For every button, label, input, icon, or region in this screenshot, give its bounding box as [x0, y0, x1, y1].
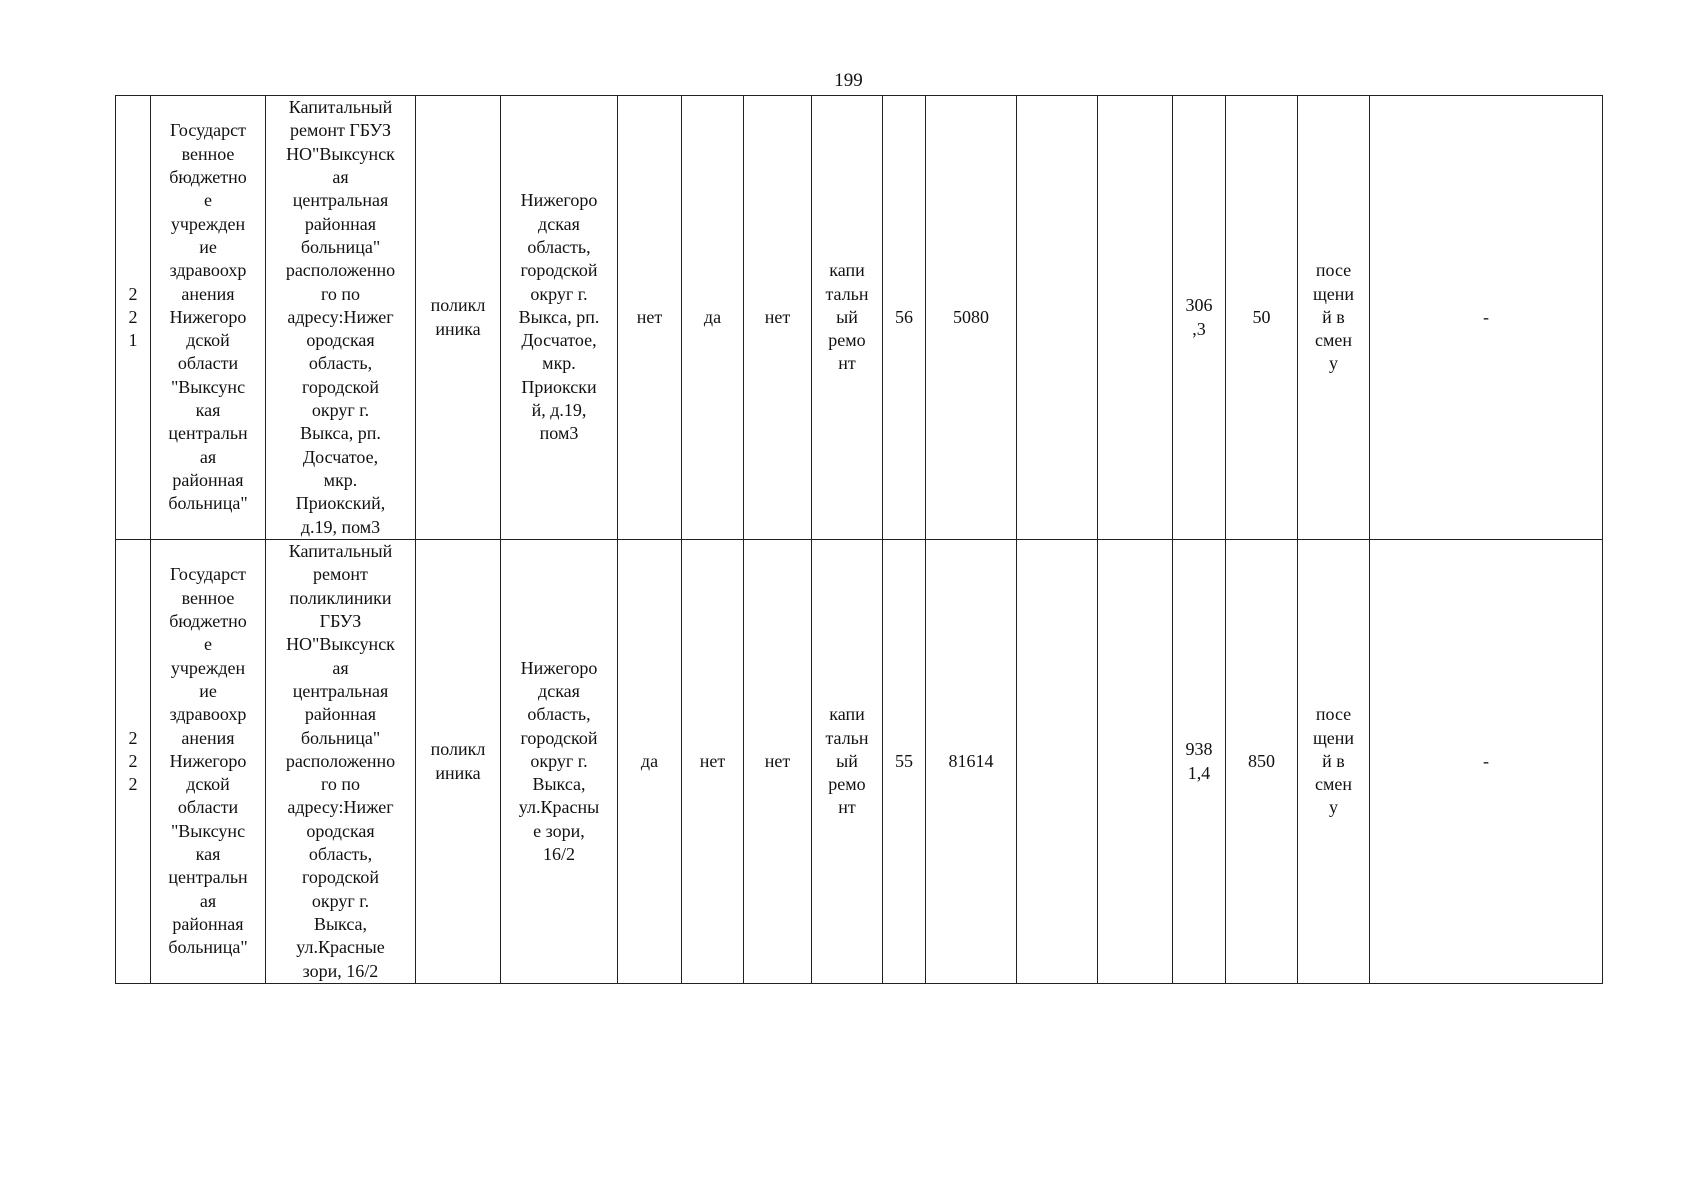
row-number: 2 2 2 — [116, 540, 151, 984]
value-4-cell — [1098, 96, 1173, 540]
object-name-cell: Капитальный ремонт ГБУЗ НО"Выксунск ая центральная районная больница" расположенно го по адресу:Нижег ородская область, городской округ г. Выкса, рп. Досчатое, мкр. Приокский, д.19, пом3 — [266, 96, 416, 540]
page-number: 199 — [834, 70, 863, 91]
table-row — [116, 96, 1603, 540]
value-2-cell: 81614 — [926, 540, 1017, 984]
object-name-cell: Капитальный ремонт поликлиники ГБУЗ НО"Выксунск ая центральная районная больница" расположенно го по адресу:Нижег ородская область, городской округ г. Выкса, ул.Красные зори, 16/2 — [266, 540, 416, 984]
value-4-cell — [1098, 540, 1173, 984]
organization-cell: Государст венное бюджетно е учрежден ие здравоохр анения Нижегоро дской области "Выксунс кая центральн ая районная больница" — [151, 540, 266, 984]
capacity-cell: 50 — [1226, 96, 1298, 540]
projects-table — [115, 95, 1603, 984]
flag-1-cell: нет — [618, 96, 682, 540]
flag-2-cell: нет — [682, 540, 744, 984]
table-row — [116, 540, 1603, 984]
work-type-cell: капи тальн ый ремо нт — [812, 540, 883, 984]
flag-2-cell: да — [682, 96, 744, 540]
capacity-unit-cell: посе щени й в смен у — [1298, 96, 1370, 540]
note-cell: - — [1370, 540, 1603, 984]
row-number: 2 2 1 — [116, 96, 151, 540]
address-cell: Нижегоро дская область, городской округ г. Выкса, рп. Досчатое, мкр. Приокски й, д.19, пом3 — [501, 96, 618, 540]
value-1-cell: 55 — [883, 540, 926, 984]
value-3-cell — [1017, 540, 1098, 984]
work-type-cell: капи тальн ый ремо нт — [812, 96, 883, 540]
value-5-cell: 306 ,3 — [1173, 96, 1226, 540]
note-cell: - — [1370, 96, 1603, 540]
capacity-unit-cell: посе щени й в смен у — [1298, 540, 1370, 984]
facility-type-cell: поликл иника — [416, 540, 501, 984]
value-5-cell: 938 1,4 — [1173, 540, 1226, 984]
address-cell: Нижегоро дская область, городской округ г. Выкса, ул.Красны е зори, 16/2 — [501, 540, 618, 984]
value-3-cell — [1017, 96, 1098, 540]
flag-3-cell: нет — [744, 540, 812, 984]
flag-3-cell: нет — [744, 96, 812, 540]
capacity-cell: 850 — [1226, 540, 1298, 984]
flag-1-cell: да — [618, 540, 682, 984]
value-1-cell: 56 — [883, 96, 926, 540]
facility-type-cell: поликл иника — [416, 96, 501, 540]
organization-cell: Государст венное бюджетно е учрежден ие здравоохр анения Нижегоро дской области "Выксунс кая центральн ая районная больница" — [151, 96, 266, 540]
value-2-cell: 5080 — [926, 96, 1017, 540]
